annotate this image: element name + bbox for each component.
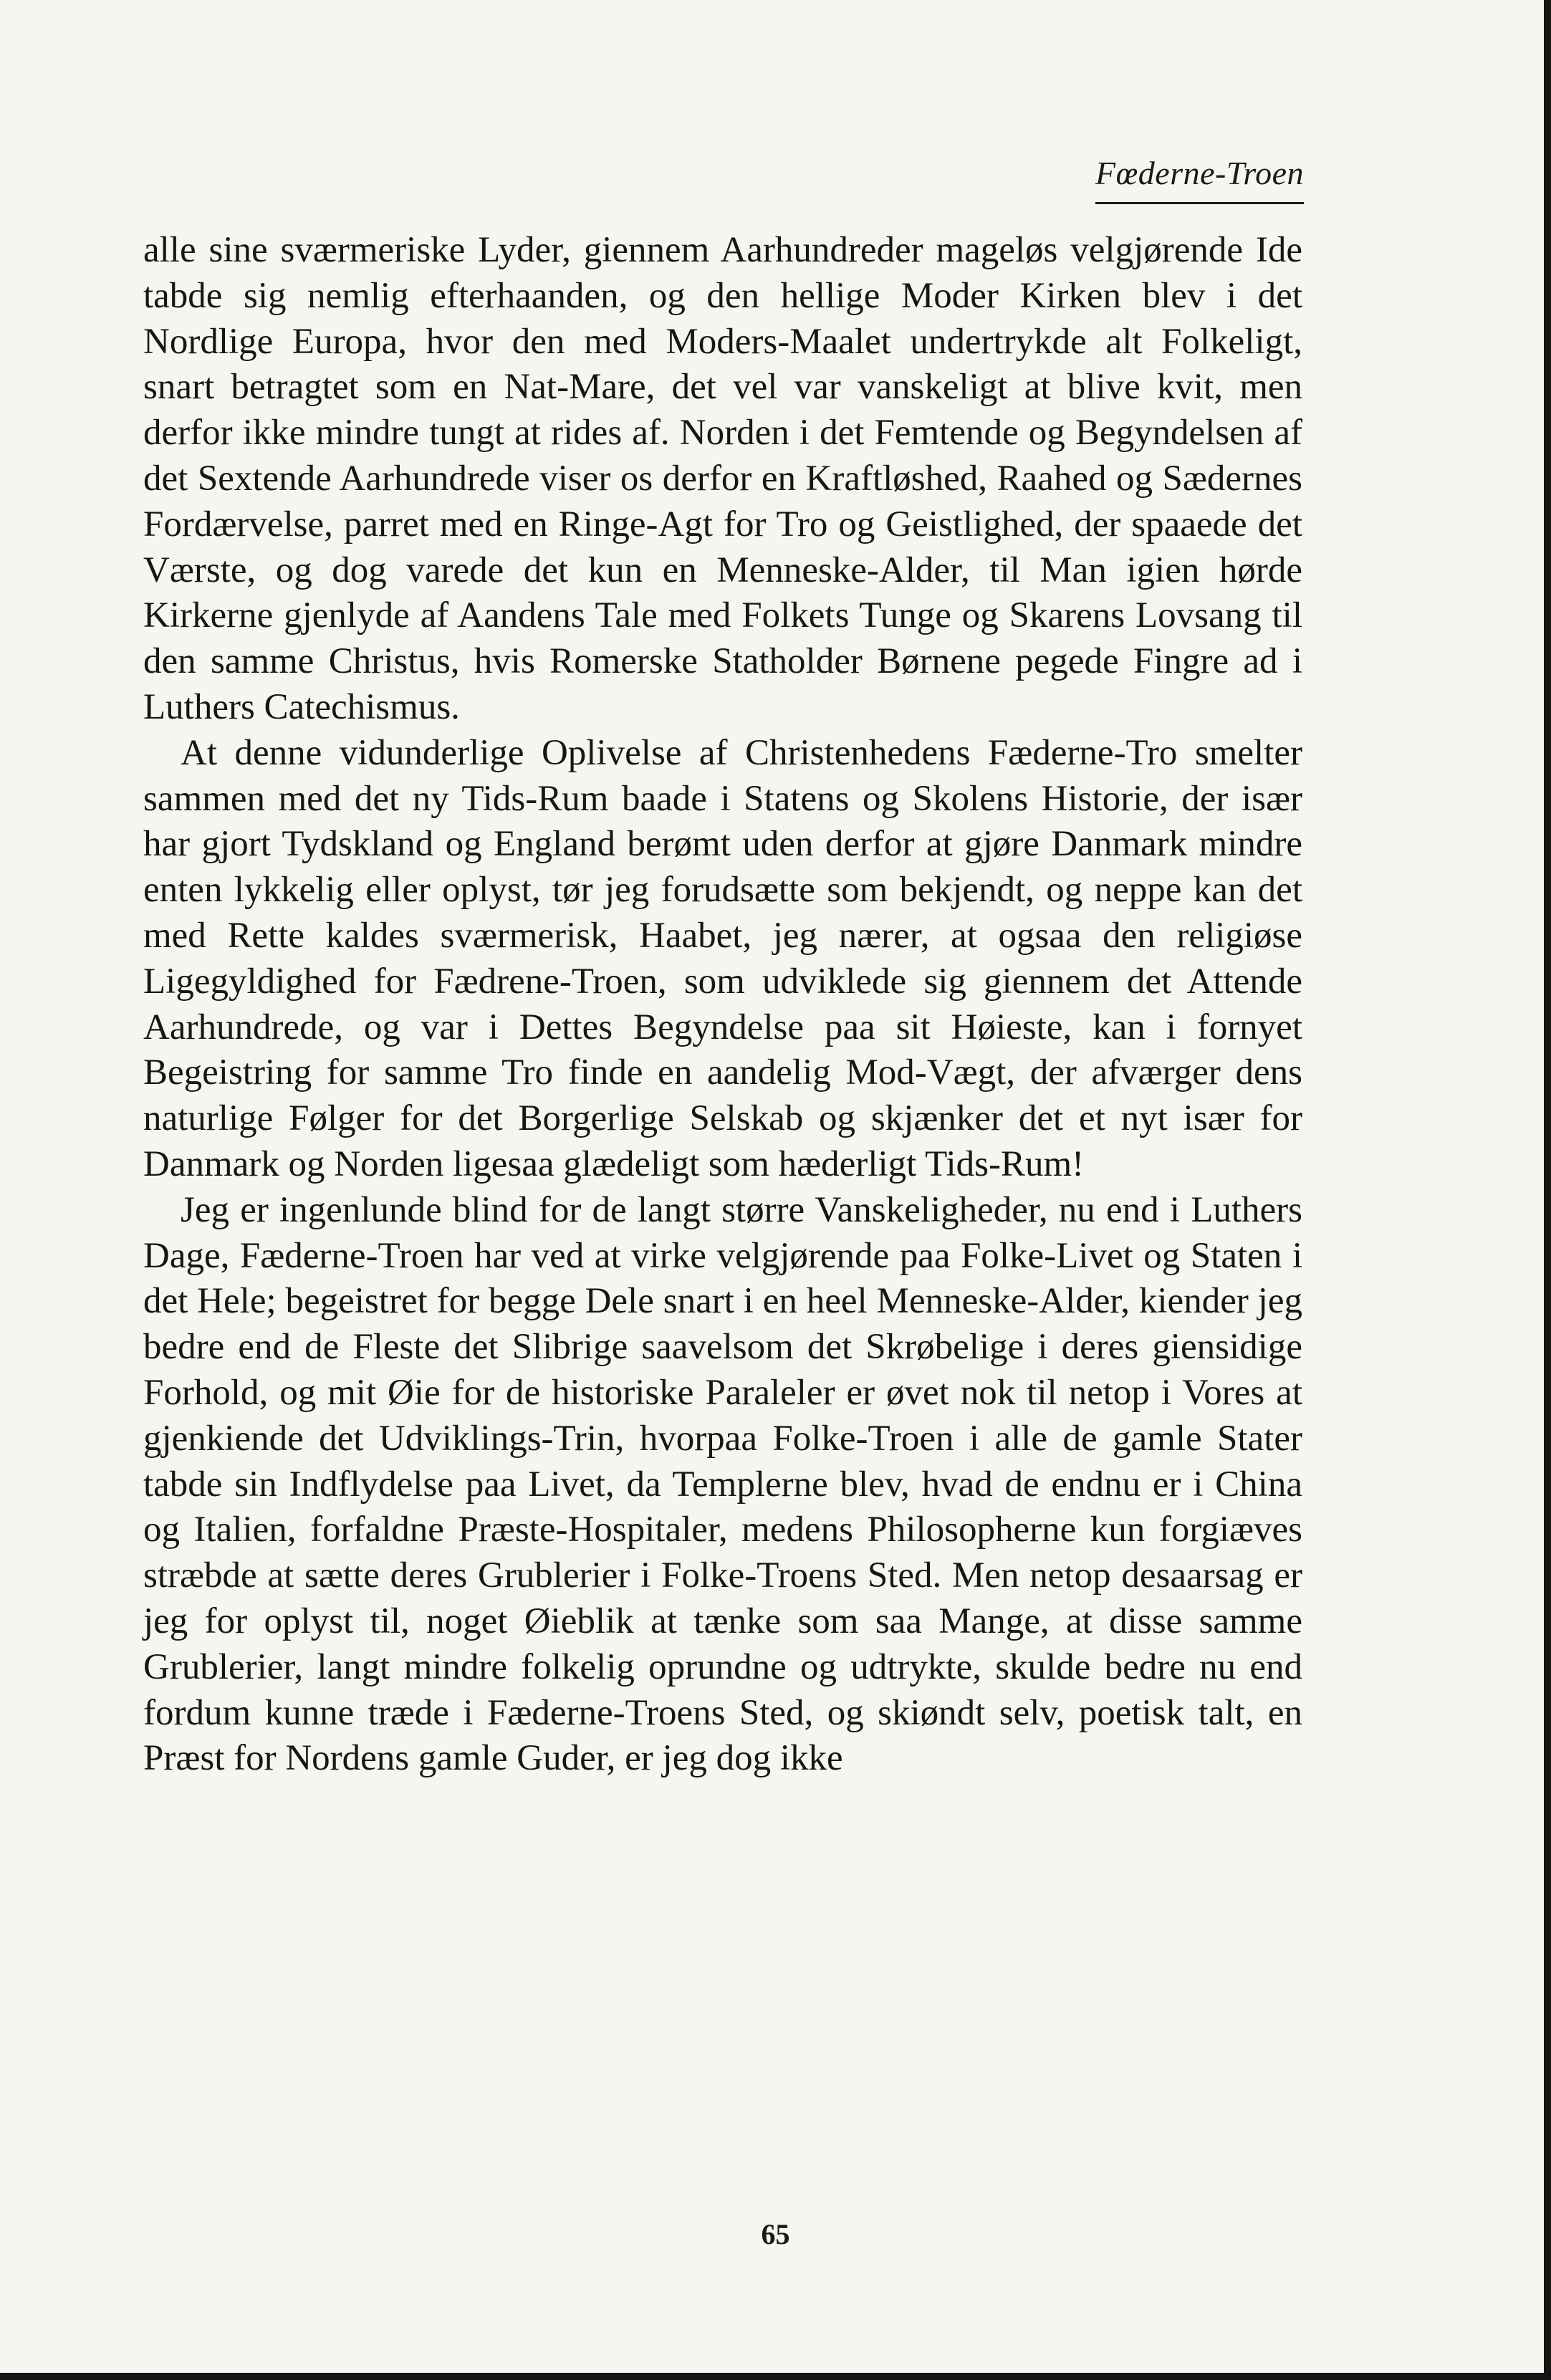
page-number: 65 (761, 2218, 790, 2250)
running-header: Fœderne-Troen (1095, 154, 1304, 204)
paragraph-3: Jeg er ingenlunde blind for de langt større Vanskeligheder, nu end i Luthers Dage, Fæderne-Troen har ved at virke velgjørende paa Folke-Livet og Staten i det Hele; begeistret for begge Dele snart i en heel Menneske-Alder, kiender jeg bedre end de Fleste det Slibrige saavelsom det Skrøbelige i deres giensidige Forhold, og mit Øie for de historiske Paraleler er øvet nok til netop i Vores at gjenkiende det Udviklings-Trin, hvorpaa Folke-Troen i alle de gamle Stater tabde sin Indflydelse paa Livet, da Templerne blev, hvad de endnu er i China og Italien, forfaldne Præste-Hospitaler, medens Philosopherne kun forgiæves stræbde at sætte deres Grublerier i Folke-Troens Sted. Men netop desaarsag er jeg for oplyst til, noget Øieblik at tænke som saa Mange, at disse samme Grublerier, langt mindre folkelig oprundne og udtrykte, skulde bedre nu end fordum kunne træde i Fæderne-Troens Sted, og skiøndt selv, poetisk talt, en Præst for Nordens gamle Guder, er jeg dog ikke (143, 1189, 1302, 1779)
body-text (143, 228, 1302, 1782)
paragraph-1: alle sine sværmeriske Lyder, giennem Aarhundreder mageløs velgjørende Ide tabde sig nemlig efterhaanden, og den hellige Moder Kirken blev i det Nordlige Europa, hvor den med Moders-Maalet undertrykde alt Folkeligt, snart betragtet som en Nat-Mare, det vel var vanskeligt at blive kvit, men derfor ikke mindre tungt at rides af. Norden i det Femtende og Begyndelsen af det Sextende Aarhundrede viser os derfor en Kraftløshed, Raahed og Sædernes Fordærvelse, parret med en Ringe-Agt for Tro og Geistlighed, der spaaede det Værste, og dog varede det kun en Menneske-Alder, til Man igien hørde Kirkerne gjenlyde af Aandens Tale med Folkets Tunge og Skarens Lovsang til den samme Christus, hvis Romerske Statholder Børnene pegede Fingre ad i Luthers Catechismus. (143, 230, 1302, 727)
paragraph-2: At denne vidunderlige Oplivelse af Christenhedens Fæderne-Tro smelter sammen med det ny Tids-Rum baade i Statens og Skolens Historie, der især har gjort Tydskland og England berømt uden derfor at gjøre Danmark mindre enten lykkelig eller oplyst, tør jeg forudsætte som bekjendt, og neppe kan det med Rette kaldes sværmerisk, Haabet, jeg nærer, at ogsaa den religiøse Ligegyldighed for Fædrene-Troen, som udviklede sig giennem det Attende Aarhundrede, og var i Dettes Begyndelse paa sit Høieste, kan i fornyet Begeistring for samme Tro finde en aandelig Mod-Vægt, der afværger dens naturlige Følger for det Borgerlige Selskab og skjænker det et nyt især for Danmark og Norden ligesaa glædeligt som hæderligt Tids-Rum! (143, 732, 1302, 1184)
